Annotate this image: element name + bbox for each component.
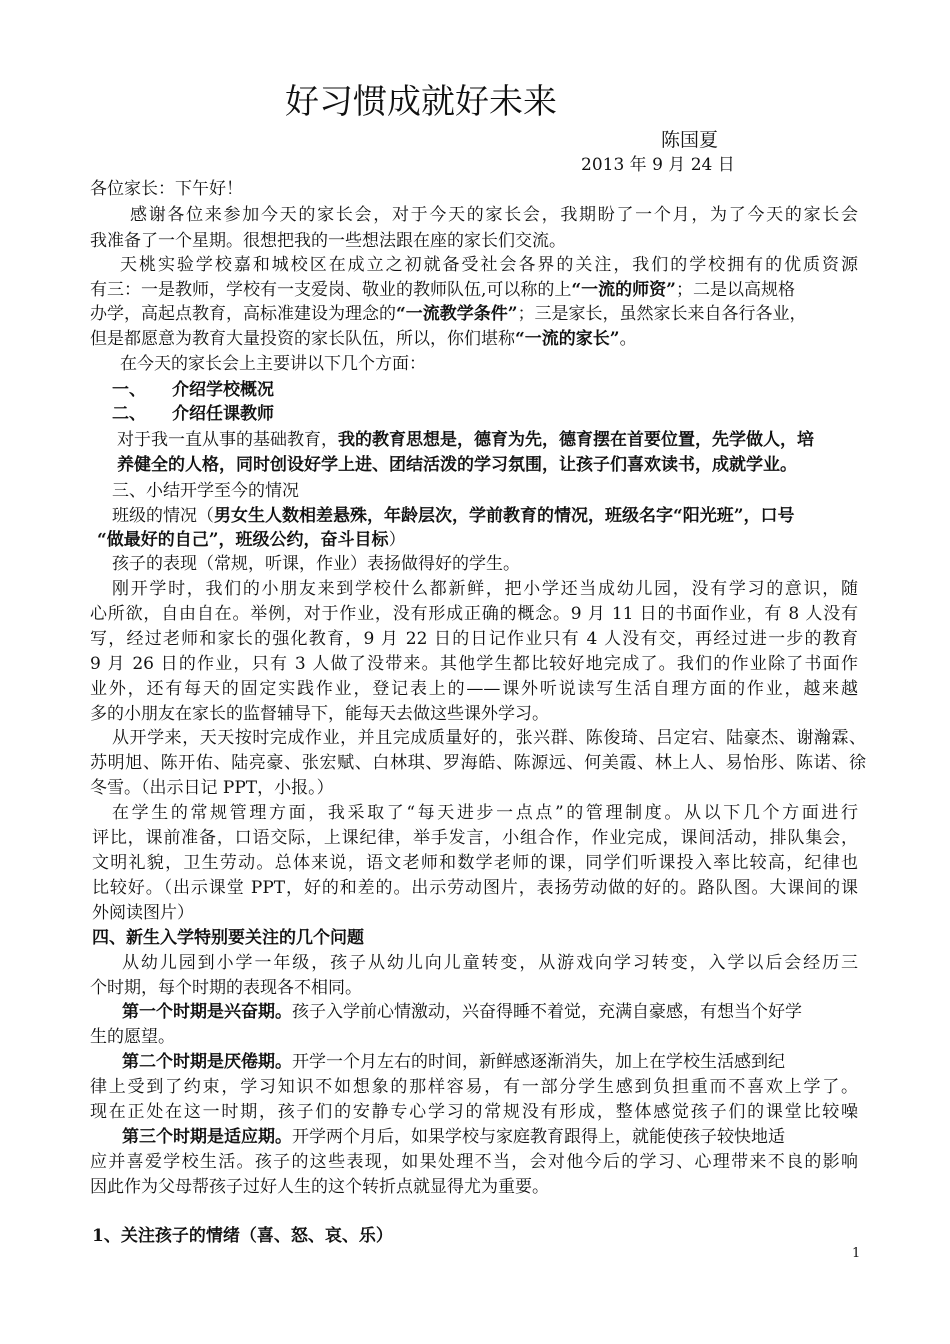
paragraph-line: 苏明旭、陈开佑、陆亮豪、张宏赋、白林琪、罗海皓、陈源远、何美霞、林上人、易怡彤、陈诺、徐: [90, 753, 866, 773]
paragraph-line: 从幼儿园到小学一年级，孩子从幼儿向儿童转变，从游戏向学习转变，入学以后会经历三: [122, 953, 858, 973]
paragraph-line: 个时期，每个时期的表现各不相同。: [90, 978, 362, 998]
paragraph-line: 现在正处在这一时期，孩子们的安静专心学习的常规没有形成，整体感觉孩子们的课堂比较噪: [90, 1102, 858, 1122]
paragraph-line: 写，经过老师和家长的强化教育，9 月 22 日的日记作业只有 4 人没有交，再经过进一步的教育: [90, 629, 858, 649]
paragraph-line: 第三个时期是适应期。开学两个月后，如果学校与家庭教育跟得上，就能使孩子较快地适: [122, 1127, 785, 1147]
section-heading: 1、关注孩子的情绪（喜、怒、哀、乐）: [92, 1226, 393, 1246]
paragraph-line: 从开学来，天天按时完成作业，并且完成质量好的，张兴群、陈俊琦、吕定宕、陆豪杰、谢瀚霖、: [112, 728, 866, 748]
paragraph-line: 律上受到了约束，学习知识不如想象的那样容易，有一部分学生感到负担重而不喜欢上学了。: [90, 1077, 858, 1097]
paragraph-line: 评比，课前准备，口语交际，上课纪律，举手发言，小组合作，作业完成，课间活动，排队集会，: [92, 828, 858, 848]
paragraph-line: “做最好的自己”，班级公约，奋斗目标）: [97, 530, 406, 550]
section-heading: 二、 介绍任课教师: [112, 404, 274, 424]
paragraph-line: 感谢各位来参加今天的家长会，对于今天的家长会，我期盼了一个月，为了今天的家长会: [130, 205, 858, 225]
document-title: 好习惯成就好未来: [285, 82, 557, 122]
paragraph-line: 因此作为父母帮孩子过好人生的这个转折点就显得尤为重要。: [90, 1177, 549, 1197]
paragraph-line: 天桃实验学校嘉和城校区在成立之初就备受社会各界的关注，我们的学校拥有的优质资源: [120, 255, 858, 275]
paragraph-line: 业外，还有每天的固定实践作业，登记表上的——课外听说读写生活自理方面的作业，越来越: [90, 679, 858, 699]
paragraph-line: 比较好。（出示课堂 PPT，好的和差的。出示劳动图片，表扬劳动做的好的。路队图。大课间的课: [92, 878, 858, 898]
paragraph-line: 在今天的家长会上主要讲以下几个方面：: [120, 354, 426, 374]
date: 2013 年 9 月 24 日: [581, 155, 735, 175]
paragraph-line: 第二个时期是厌倦期。开学一个月左右的时间，新鲜感逐渐消失，加上在学校生活感到纪: [122, 1052, 785, 1072]
paragraph-line: 生的愿望。: [90, 1027, 175, 1047]
section-heading: 四、新生入学特别要关注的几个问题: [92, 928, 364, 948]
paragraph-line: 孩子的表现（常规，听课，作业）表扬做得好的学生。: [112, 554, 520, 574]
paragraph-line: 办学，高起点教育，高标准建设为理念的“一流教学条件”；三是家长，虽然家长来自各行各业，: [90, 304, 807, 324]
paragraph-line: 但是都愿意为教育大量投资的家长队伍，所以，你们堪称“一流的家长”。: [90, 329, 637, 349]
paragraph-line: 有三：一是教师，学校有一支爱岗、敬业的教师队伍,可以称的上“一流的师资”；二是以高规格: [90, 280, 795, 300]
paragraph-line: 养健全的人格，同时创设好学上进、团结活泼的学习氛围，让孩子们喜欢读书，成就学业。: [117, 455, 797, 475]
section-heading: 三、小结开学至今的情况: [112, 481, 299, 501]
paragraph-line: 班级的情况（男女生人数相差悬殊，年龄层次，学前教育的情况，班级名字“阳光班”，口号: [112, 506, 795, 526]
paragraph-line: 在学生的常规管理方面，我采取了“每天进步一点点”的管理制度。从以下几个方面进行: [112, 803, 858, 823]
paragraph-line: 应并喜爱学校生活。孩子的这些表现，如果处理不当，会对他今后的学习、心理带来不良的影响: [90, 1152, 858, 1172]
paragraph-line: 心所欲，自由自在。举例，对于作业，没有形成正确的概念。9 月 11 日的书面作业，有 8 人没有: [90, 604, 858, 624]
section-heading: 一、 介绍学校概况: [112, 380, 274, 400]
paragraph-line: 冬雪。（出示日记 PPT，小报。）: [90, 778, 334, 798]
paragraph-line: 9 月 26 日的作业，只有 3 人做了没带来。其他学生都比较好地完成了。我们的作业除了书面作: [90, 654, 858, 674]
paragraph-line: 我准备了一个星期。很想把我的一些想法跟在座的家长们交流。: [90, 231, 566, 251]
paragraph-line: 外阅读图片）: [92, 903, 194, 923]
paragraph-line: 刚开学时，我们的小朋友来到学校什么都新鲜，把小学还当成幼儿园，没有学习的意识，随: [112, 579, 858, 599]
paragraph-line: 多的小朋友在家长的监督辅导下，能每天去做这些课外学习。: [90, 704, 549, 724]
greeting: 各位家长：下午好！: [90, 179, 243, 199]
author: 陈国夏: [661, 129, 719, 151]
paragraph-line: 第一个时期是兴奋期。孩子入学前心情激动，兴奋得睡不着觉，充满自豪感，有想当个好学: [122, 1002, 802, 1022]
paragraph-line: 文明礼貌，卫生劳动。总体来说，语文老师和数学老师的课，同学们听课投入率比较高，纪律也: [92, 853, 858, 873]
page-number: 1: [852, 1246, 861, 1261]
paragraph-line: 对于我一直从事的基础教育，我的教育思想是，德育为先，德育摆在首要位置，先学做人，培: [117, 430, 814, 450]
